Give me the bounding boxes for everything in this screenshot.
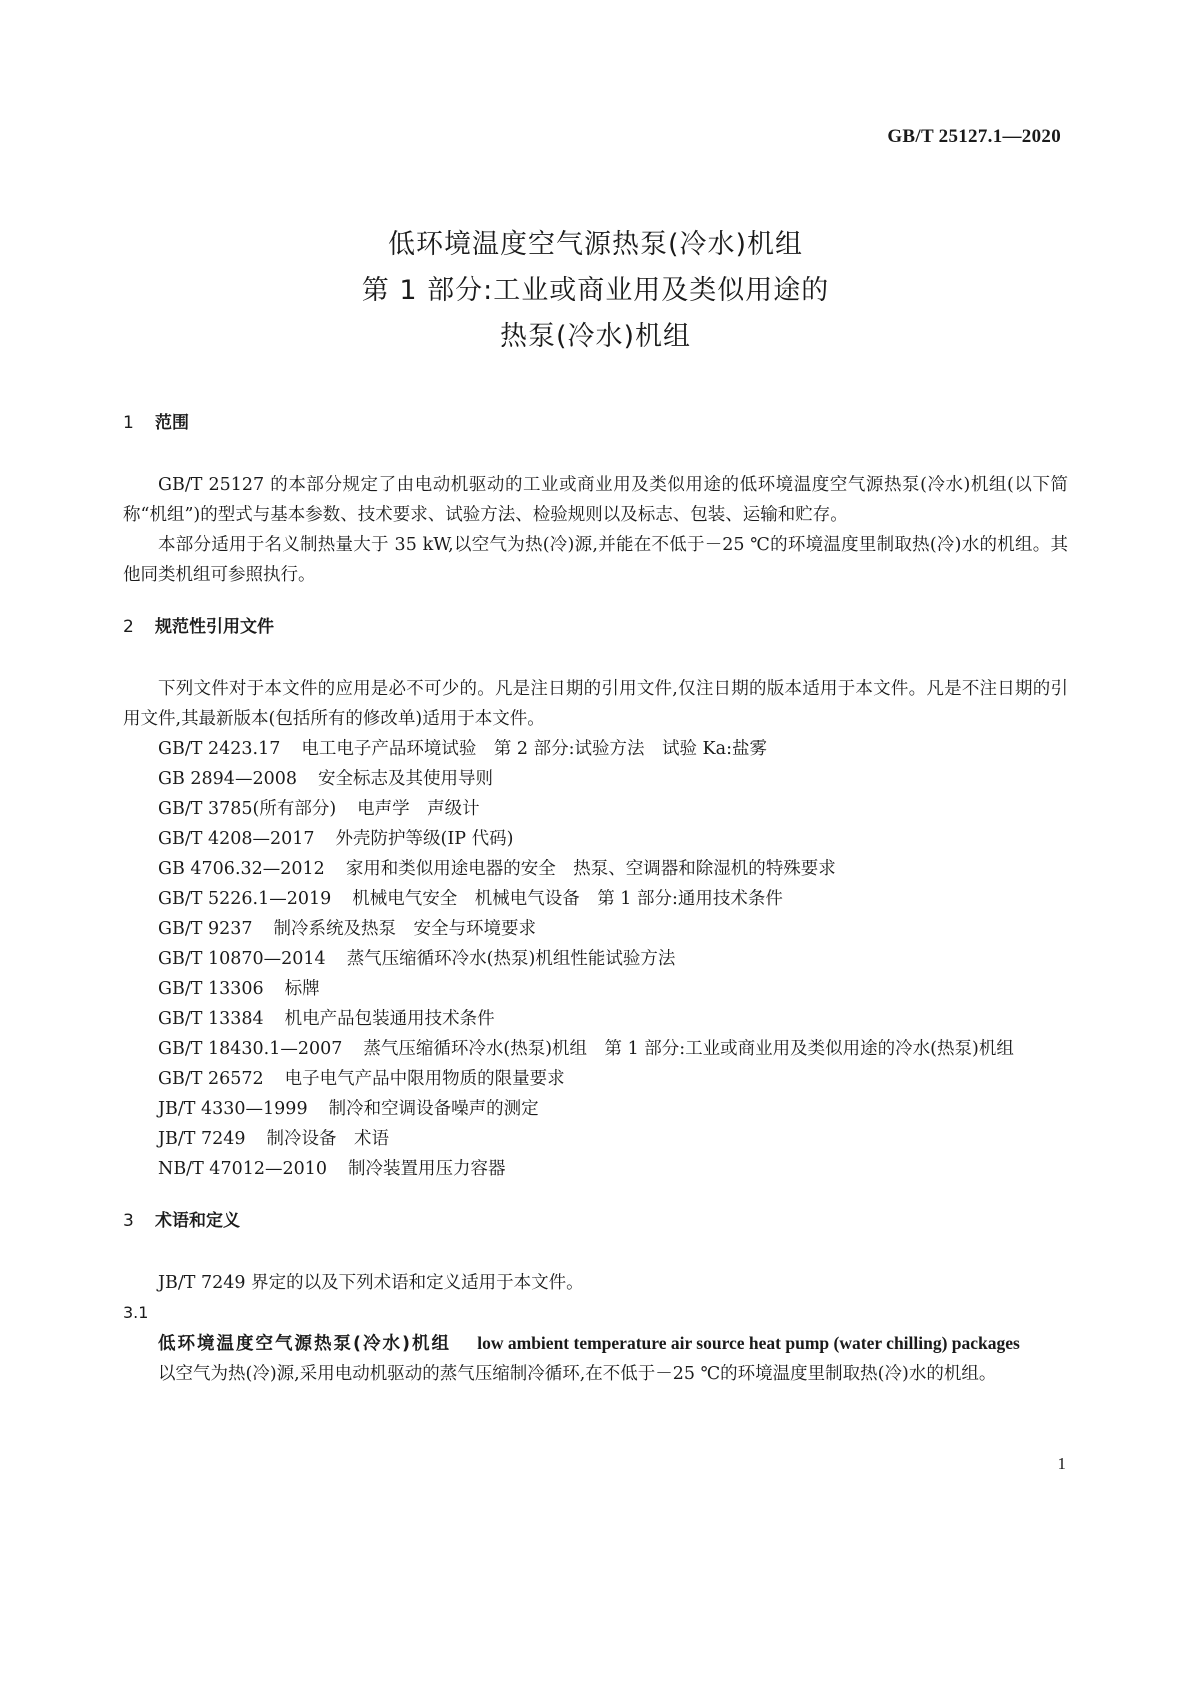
section-number: 3 [123, 1211, 134, 1231]
reference-item [123, 734, 1068, 764]
section-title: 规范性引用文件 [155, 617, 274, 637]
title-line-2: 第 1 部分:工业或商业用及类似用途的 [361, 275, 830, 306]
reference-title: 机电产品包装通用技术条件 [284, 1009, 495, 1029]
reference-code: GB/T 9237 [158, 919, 253, 939]
reference-item [123, 974, 1068, 1004]
reference-title: 制冷和空调设备噪声的测定 [328, 1099, 539, 1119]
reference-code: GB/T 26572 [158, 1069, 264, 1089]
reference-item [123, 1004, 1068, 1034]
reference-item [123, 824, 1068, 854]
reference-title: 制冷系统及热泵 安全与环境要求 [273, 919, 537, 939]
reference-title: 外壳防护等级(IP 代码) [335, 829, 514, 849]
title-line-1: 低环境温度空气源热泵(冷水)机组 [387, 229, 804, 260]
reference-title: 蒸气压缩循环冷水(热泵)机组 第 1 部分:工业或商业用及类似用途的冷水(热泵)机组 [363, 1039, 1014, 1059]
reference-title: 蒸气压缩循环冷水(热泵)机组性能试验方法 [346, 949, 676, 969]
section-heading-terms [123, 1206, 1068, 1236]
reference-code: GB/T 13306 [158, 979, 264, 999]
reference-item [123, 794, 1068, 824]
reference-code: NB/T 47012—2010 [158, 1159, 328, 1179]
reference-code: GB/T 5226.1—2019 [158, 889, 332, 909]
term-name [123, 1328, 1068, 1359]
reference-title: 家用和类似用途电器的安全 热泵、空调器和除湿机的特殊要求 [345, 859, 836, 879]
page-number: 1 [1057, 1454, 1066, 1473]
standard-code: GB/T 25127.1—2020 [887, 126, 1061, 147]
reference-item [123, 764, 1068, 794]
reference-title: 电声学 声级计 [357, 799, 480, 819]
section-title: 范围 [155, 413, 189, 433]
reference-item [123, 1124, 1068, 1154]
reference-item [123, 914, 1068, 944]
reference-item [123, 1154, 1068, 1184]
title-line-3: 热泵(冷水)机组 [499, 321, 692, 352]
reference-code: JB/T 4330—1999 [158, 1099, 308, 1119]
section-number: 1 [123, 413, 134, 433]
term-name-zh: 低环境温度空气源热泵(冷水)机组 [158, 1334, 451, 1354]
reference-code: GB 2894—2008 [158, 769, 297, 789]
reference-item [123, 884, 1068, 914]
reference-item [123, 1064, 1068, 1094]
document-body [123, 408, 1068, 1389]
reference-code: GB/T 4208—2017 [158, 829, 315, 849]
reference-code: GB/T 2423.17 [158, 739, 281, 759]
reference-title: 机械电气安全 机械电气设备 第 1 部分:通用技术条件 [352, 889, 783, 909]
terms-intro: JB/T 7249 界定的以及下列术语和定义适用于本文件。 [158, 1273, 584, 1293]
reference-title: 标牌 [284, 979, 320, 999]
scope-paragraph-2: 本部分适用于名义制热量大于 35 kW,以空气为热(冷)源,并能在不低于－25 ℃的环境温度里制取热(冷)水的机组。其他同类机组可参照执行。 [123, 535, 1068, 585]
section-number: 2 [123, 617, 134, 637]
reference-code: GB/T 3785(所有部分) [158, 799, 337, 819]
references-intro: 下列文件对于本文件的应用是必不可少的。凡是注日期的引用文件,仅注日期的版本适用于本文件。凡是不注日期的引用文件,其最新版本(包括所有的修改单)适用于本文件。 [123, 679, 1068, 729]
reference-code: GB/T 10870—2014 [158, 949, 326, 969]
term-definition: 以空气为热(冷)源,采用电动机驱动的蒸气压缩制冷循环,在不低于－25 ℃的环境温度里制取热(冷)水的机组。 [158, 1364, 997, 1384]
section-heading-scope [123, 408, 1068, 438]
reference-code: JB/T 7249 [158, 1129, 246, 1149]
reference-title: 安全标志及其使用导则 [317, 769, 493, 789]
reference-item [123, 1094, 1068, 1124]
reference-title: 电子电气产品中限用物质的限量要求 [284, 1069, 565, 1089]
reference-item [123, 944, 1068, 974]
reference-code: GB/T 18430.1—2007 [158, 1039, 343, 1059]
section-title: 术语和定义 [155, 1211, 240, 1231]
reference-title: 制冷装置用压力容器 [348, 1159, 506, 1179]
reference-title: 电工电子产品环境试验 第 2 部分:试验方法 试验 Ka:盐雾 [301, 739, 767, 759]
reference-item [123, 854, 1068, 884]
reference-code: GB/T 13384 [158, 1009, 264, 1029]
term-number: 3.1 [123, 1303, 149, 1322]
term-name-en: low ambient temperature air source heat pump (water chilling) packages [477, 1333, 1020, 1353]
document-title [0, 222, 1191, 360]
reference-title: 制冷设备 术语 [266, 1129, 390, 1149]
scope-paragraph-1: GB/T 25127 的本部分规定了由电动机驱动的工业或商业用及类似用途的低环境温度空气源热泵(冷水)机组(以下简称“机组”)的型式与基本参数、技术要求、试验方法、检验规则以及标志、包装、运输和贮存。 [123, 475, 1068, 525]
reference-item [123, 1034, 1068, 1064]
reference-code: GB 4706.32—2012 [158, 859, 325, 879]
section-heading-references [123, 612, 1068, 642]
